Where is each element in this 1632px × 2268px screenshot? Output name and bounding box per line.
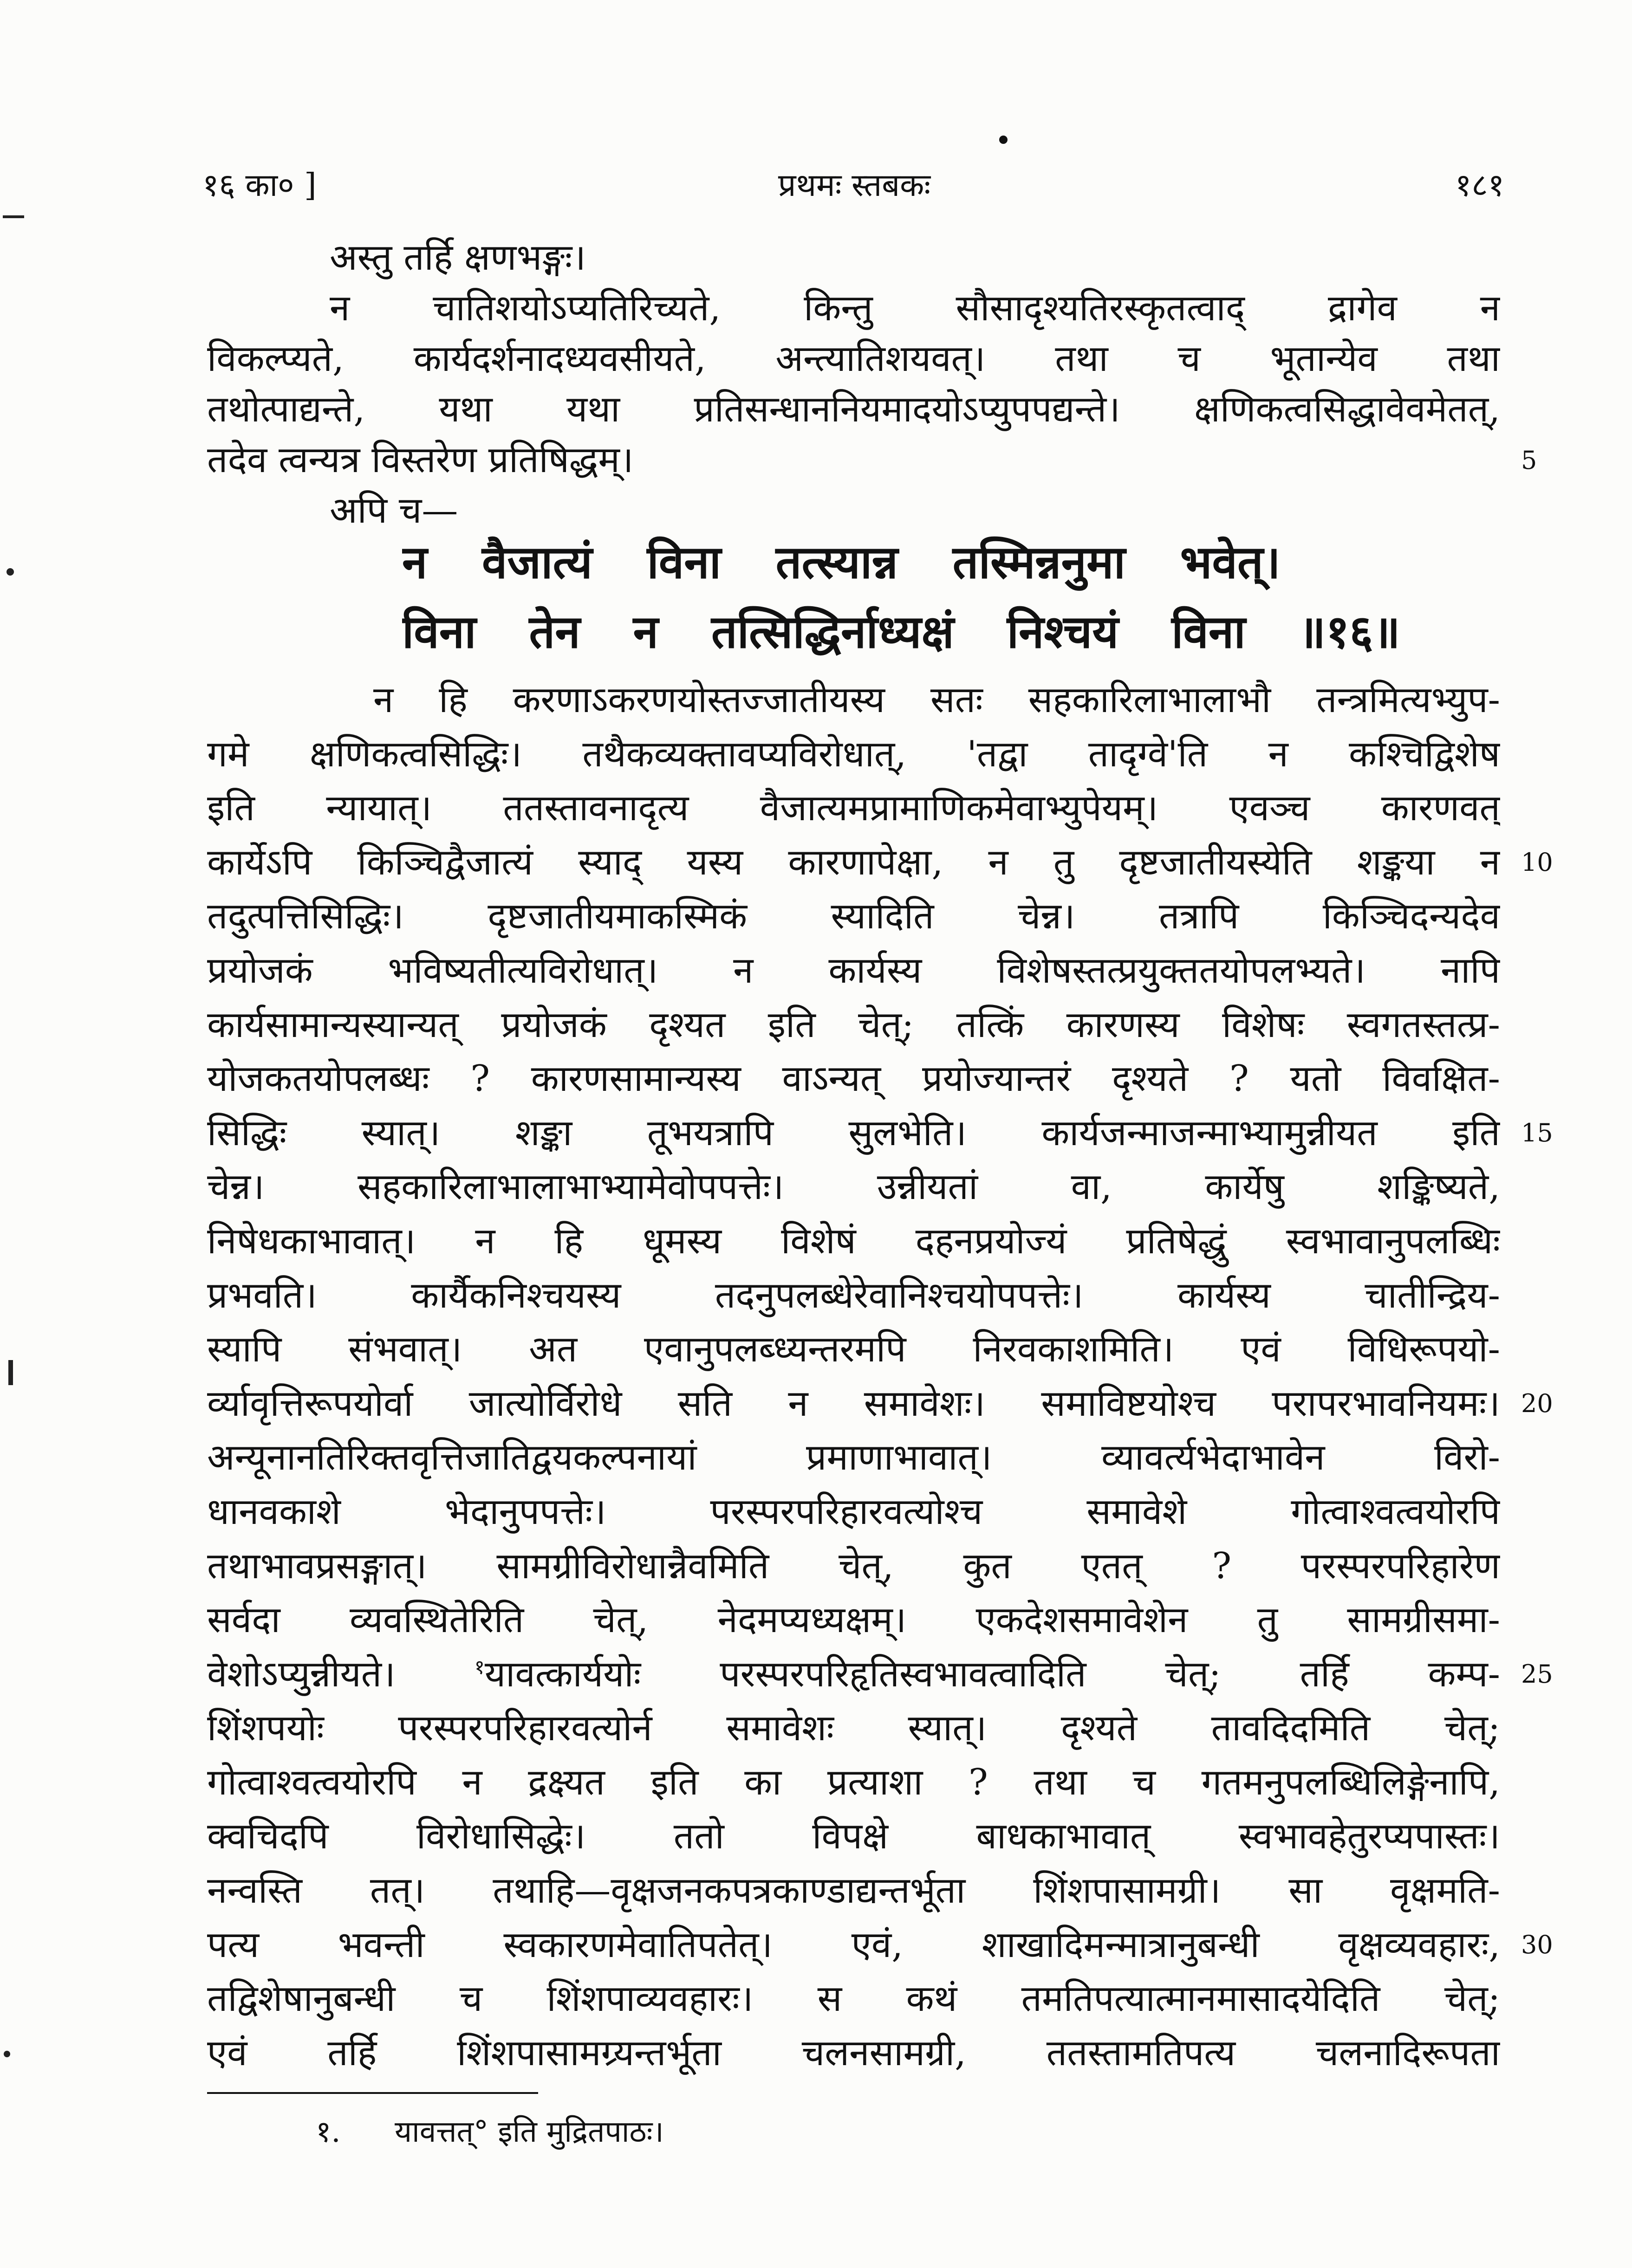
body-line: पत्य भवन्ती स्वकारणमेवातिपतेत्। एवं, शाखादिमन्मात्रानुबन्धी वृक्षव्यवहारः, bbox=[207, 1924, 1500, 1966]
body-line: चेन्न। सहकारिलाभालाभाभ्यामेवोपपत्तेः। उन्नीयतां वा, कार्येषु शङ्किष्यते, bbox=[207, 1166, 1500, 1208]
body-line: स्यापि संभवात्। अत एवानुपलब्ध्यन्तरमपि निरवकाशमिति। एवं विधिरूपयो- bbox=[207, 1328, 1500, 1371]
body-line: सर्वदा व्यवस्थितेरिति चेत्, नेदमप्यध्यक्षम्। एकदेशसमावेशेन तु सामग्रीसमा- bbox=[207, 1599, 1500, 1641]
footnote-text: यावत्तत्° इति मुद्रितपाठः। bbox=[395, 2115, 664, 2149]
ink-dot bbox=[999, 136, 1008, 144]
body-line: कार्येऽपि किञ्चिद्वैजात्यं स्याद् यस्य कारणापेक्षा, न तु दृष्टजातीयस्येति शङ्कया न bbox=[207, 841, 1500, 883]
verse bbox=[402, 528, 1400, 667]
body-line: शिंशपयोः परस्परपरिहारवत्योर्न समावेशः स्यात्। दृश्यते तावदिदमिति चेत्; bbox=[207, 1707, 1500, 1750]
footnote bbox=[316, 2111, 664, 2153]
body-line-text: वेशोऽप्युन्नीयते। bbox=[207, 1653, 396, 1695]
running-head-title: प्रथमः स्तबकः bbox=[778, 167, 931, 204]
intro-paragraph bbox=[207, 233, 1537, 536]
body-line: तदुत्पत्तिसिद्धिः। दृष्टजातीयमाकस्मिकं स्यादिति चेन्न। तत्रापि किञ्चिदन्यदेव bbox=[207, 895, 1500, 938]
body-line: प्रभवति। कार्यैकनिश्चयस्य तदनुपलब्धेरेवानिश्चयोपपत्तेः। कार्यस्य चातीन्द्रिय- bbox=[207, 1274, 1500, 1316]
running-head-section: १६ का० ] bbox=[202, 167, 317, 204]
body-line: कार्यसामान्यस्यान्यत् प्रयोजकं दृश्यत इति चेत्; तत्किं कारणस्य विशेषः स्वगतस्तत्प्र- bbox=[207, 1004, 1500, 1046]
body-line: क्वचिदपि विरोधासिद्धेः। ततो विपक्षे बाधकाभावात् स्वभावहेतुरप्यपास्तः। bbox=[207, 1815, 1500, 1858]
verse-line: विना तेन न तत्सिद्धिर्नाध्यक्षं निश्चयं विना ॥१६॥ bbox=[402, 605, 1400, 659]
body-line: तद्विशेषानुबन्धी च शिंशपाव्यवहारः। स कथं तमतिपत्यात्मानमासादयेदिति चेत्; bbox=[207, 1978, 1500, 2020]
line-number: 10 bbox=[1521, 847, 1553, 877]
verse-line: न वैजात्यं विना तत्स्यान्न तस्मिन्ननुमा भवेत्। bbox=[402, 536, 1281, 589]
intro-line: न चातिशयोऽप्यतिरिच्यते, किन्तु सौसादृश्यतिरस्कृतत्वाद् द्रागेव न bbox=[330, 287, 1500, 329]
intro-line: तदेव त्वन्यत्र विस्तरेण प्रतिषिद्धम्। bbox=[207, 439, 634, 481]
body-line: नन्वस्ति तत्। तथाहि—वृक्षजनकपत्रकाण्डाद्यन्तर्भूता शिंशपासामग्री। सा वृक्षमति- bbox=[207, 1870, 1500, 1912]
body-line: र्व्यावृत्तिरूपयोर्वा जात्योर्विरोधे सति न समावेशः। समाविष्टयोश्च परापरभावनियमः। bbox=[207, 1382, 1500, 1425]
scan-mark bbox=[3, 215, 24, 218]
body-line: न हि करणाऽकरणयोस्तज्जातीयस्य सतः सहकारिलाभालाभौ तन्त्रमित्यभ्युप- bbox=[373, 679, 1500, 721]
body-line: योजकतयोपलब्धः ? कारणसामान्यस्य वाऽन्यत् प्रयोज्यान्तरं दृश्यते ? यतो विवक्षित- bbox=[207, 1058, 1500, 1100]
body-line: गमे क्षणिकत्वसिद्धिः। तथैकव्यक्तावप्यविरोधात्, 'तद्वा तादृग्वे'ति न कश्चिद्विशेष bbox=[207, 733, 1500, 775]
body-line: गोत्वाश्वत्वयोरपि न द्रक्ष्यत इति का प्रत्याशा ? तथा च गतमनुपलब्धिलिङ्गेनापि, bbox=[207, 1761, 1500, 1803]
body-line: निषेधकाभावात्। न हि धूमस्य विशेषं दहनप्रयोज्यं प्रतिषेद्धुं स्वभावानुपलब्धिः bbox=[207, 1220, 1500, 1262]
line-number: 15 bbox=[1521, 1118, 1553, 1147]
intro-line: विकल्प्यते, कार्यदर्शनादध्यवसीयते, अन्त्यातिशयवत्। तथा च भूतान्येव तथा bbox=[207, 338, 1500, 380]
body-line: धानवकाशे भेदानुपपत्तेः। परस्परपरिहारवत्योश्च समावेशे गोत्वाश्वत्वयोरपि bbox=[207, 1490, 1500, 1533]
intro-line: तथोत्पाद्यन्ते, यथा यथा प्रतिसन्धाननियमादयोऽप्युपपद्यन्ते। क्षणिकत्वसिद्धावेवमेतत्, bbox=[207, 389, 1500, 430]
line-number: 5 bbox=[1521, 446, 1537, 475]
body-line-text: यावत्कार्ययोः परस्परपरिहृतिस्वभावत्वादिति चेत्; तर्हि कम्प- bbox=[484, 1653, 1500, 1695]
page-number: १८१ bbox=[1455, 167, 1504, 204]
line-number: 30 bbox=[1521, 1930, 1553, 1959]
body-line: अन्यूनानतिरिक्तवृत्तिजातिद्वयकल्पनायां प्रमाणाभावात्। व्यावर्त्यभेदाभावेन विरो- bbox=[207, 1437, 1500, 1479]
intro-line: अपि च— bbox=[330, 490, 458, 531]
body-line: सिद्धिः स्यात्। शङ्का तूभयत्रापि सुलभेति। कार्यजन्माजन्माभ्यामुन्नीयत इति bbox=[207, 1112, 1500, 1154]
scan-mark bbox=[8, 1360, 13, 1385]
commentary-paragraph bbox=[207, 673, 1553, 2080]
line-number: 20 bbox=[1521, 1388, 1553, 1418]
scan-mark bbox=[4, 2051, 10, 2057]
body-line bbox=[207, 1647, 1500, 1702]
body-line: एवं तर्हि शिंशपासामग्र्यन्तर्भूता चलनसामग्री, ततस्तामतिपत्य चलनादिरूपता bbox=[207, 2032, 1500, 2074]
footnote-rule bbox=[207, 2092, 538, 2094]
body-line: इति न्यायात्। ततस्तावनादृत्य वैजात्यमप्रामाणिकमेवाभ्युपेयम्। एवञ्च कारणवत् bbox=[207, 787, 1500, 829]
line-number: 25 bbox=[1521, 1659, 1553, 1689]
footnote-reference: १ bbox=[474, 1655, 485, 1679]
footnote-number: १. bbox=[316, 2115, 341, 2149]
body-line: प्रयोजकं भविष्यतीत्यविरोधात्। न कार्यस्य विशेषस्तत्प्रयुक्ततयोपलभ्यते। नापि bbox=[207, 949, 1500, 991]
scan-mark bbox=[7, 568, 14, 576]
body-line: तथाभावप्रसङ्गात्। सामग्रीविरोधान्नैवमिति चेत्, कुत एतत् ? परस्परपरिहारेण bbox=[207, 1545, 1500, 1587]
intro-line: अस्तु तर्हि क्षणभङ्गः। bbox=[330, 237, 586, 279]
